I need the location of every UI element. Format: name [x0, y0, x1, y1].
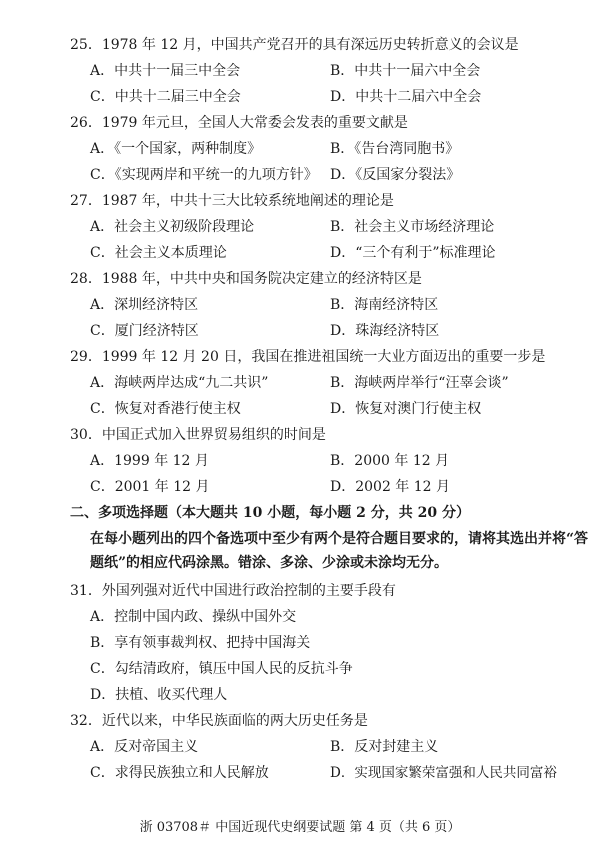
option-c: C．勾结清政府，镇压中国人民的反抗斗争 [90, 661, 353, 677]
question-stem: 27．1987 年，中共十三大比较系统地阐述的理论是 [70, 193, 394, 209]
option-c: C．厦门经济特区 [90, 323, 199, 339]
option-c: C．《实现两岸和平统一的九项方针》 [90, 167, 318, 183]
option-c: C．2001 年 12 月 [90, 479, 210, 495]
section-title: 二、多项选择题（本大题共 10 小题，每小题 2 分，共 20 分） [70, 505, 470, 521]
option-b: B．中共十一届六中全会 [330, 63, 481, 79]
option-d: D．珠海经济特区 [330, 323, 440, 339]
page-footer: 浙 03708＃ 中国近现代史纲要试题 第 4 页（共 6 页） [139, 820, 461, 835]
option-b: B．反对封建主义 [330, 739, 439, 755]
option-b: B．享有领事裁判权、把持中国海关 [90, 635, 311, 651]
section-instructions-line1: 在每小题列出的四个备选项中至少有两个是符合题目要求的，请将其选出并将“答 [90, 531, 589, 547]
option-d: D．2002 年 12 月 [330, 479, 451, 495]
option-d: D．恢复对澳门行使主权 [330, 401, 482, 417]
option-a: A．反对帝国主义 [90, 739, 199, 755]
option-c: C．社会主义本质理论 [90, 245, 227, 261]
section-instructions-line2: 题纸”的相应代码涂黑。错涂、多涂、少涂或未涂均无分。 [90, 555, 449, 571]
option-d: D．《反国家分裂法》 [330, 167, 461, 183]
question-stem: 25．1978 年 12 月，中国共产党召开的具有深远历史转折意义的会议是 [70, 37, 519, 53]
question-stem: 26．1979 年元旦，全国人大常委会发表的重要文献是 [70, 115, 408, 131]
option-c: C．恢复对香港行使主权 [90, 401, 241, 417]
question-stem: 29．1999 年 12 月 20 日，我国在推进祖国统一大业方面迈出的重要一步是 [70, 349, 546, 365]
option-a: A．中共十一届三中全会 [90, 63, 241, 79]
option-a: A．《一个国家，两种制度》 [90, 141, 262, 157]
option-a: A．1999 年 12 月 [90, 453, 209, 469]
option-d: D．中共十二届六中全会 [330, 89, 482, 105]
option-d: D．“三个有利于”标准理论 [330, 245, 496, 261]
option-a: A．控制中国内政、操纵中国外交 [90, 609, 297, 625]
question-stem: 32．近代以来，中华民族面临的两大历史任务是 [70, 713, 368, 729]
option-b: B．《告台湾同胞书》 [330, 141, 460, 157]
option-a: A．深圳经济特区 [90, 297, 199, 313]
option-a: A．社会主义初级阶段理论 [90, 219, 255, 235]
question-stem: 31．外国列强对近代中国进行政治控制的主要手段有 [70, 583, 396, 599]
question-stem: 28．1988 年，中共中央和国务院决定建立的经济特区是 [70, 271, 422, 287]
option-b: B．社会主义市场经济理论 [330, 219, 495, 235]
option-d: D．实现国家繁荣富强和人民共同富裕 [330, 765, 557, 781]
option-d: D．扶植、收买代理人 [90, 687, 228, 703]
option-b: B．海南经济特区 [330, 297, 439, 313]
option-b: B．2000 年 12 月 [330, 453, 450, 469]
option-c: C．中共十二届三中全会 [90, 89, 241, 105]
option-b: B．海峡两岸举行“汪辜会谈” [330, 375, 509, 391]
question-stem: 30．中国正式加入世界贸易组织的时间是 [70, 427, 326, 443]
option-c: C．求得民族独立和人民解放 [90, 765, 269, 781]
option-a: A．海峡两岸达成“九二共识” [90, 375, 269, 391]
